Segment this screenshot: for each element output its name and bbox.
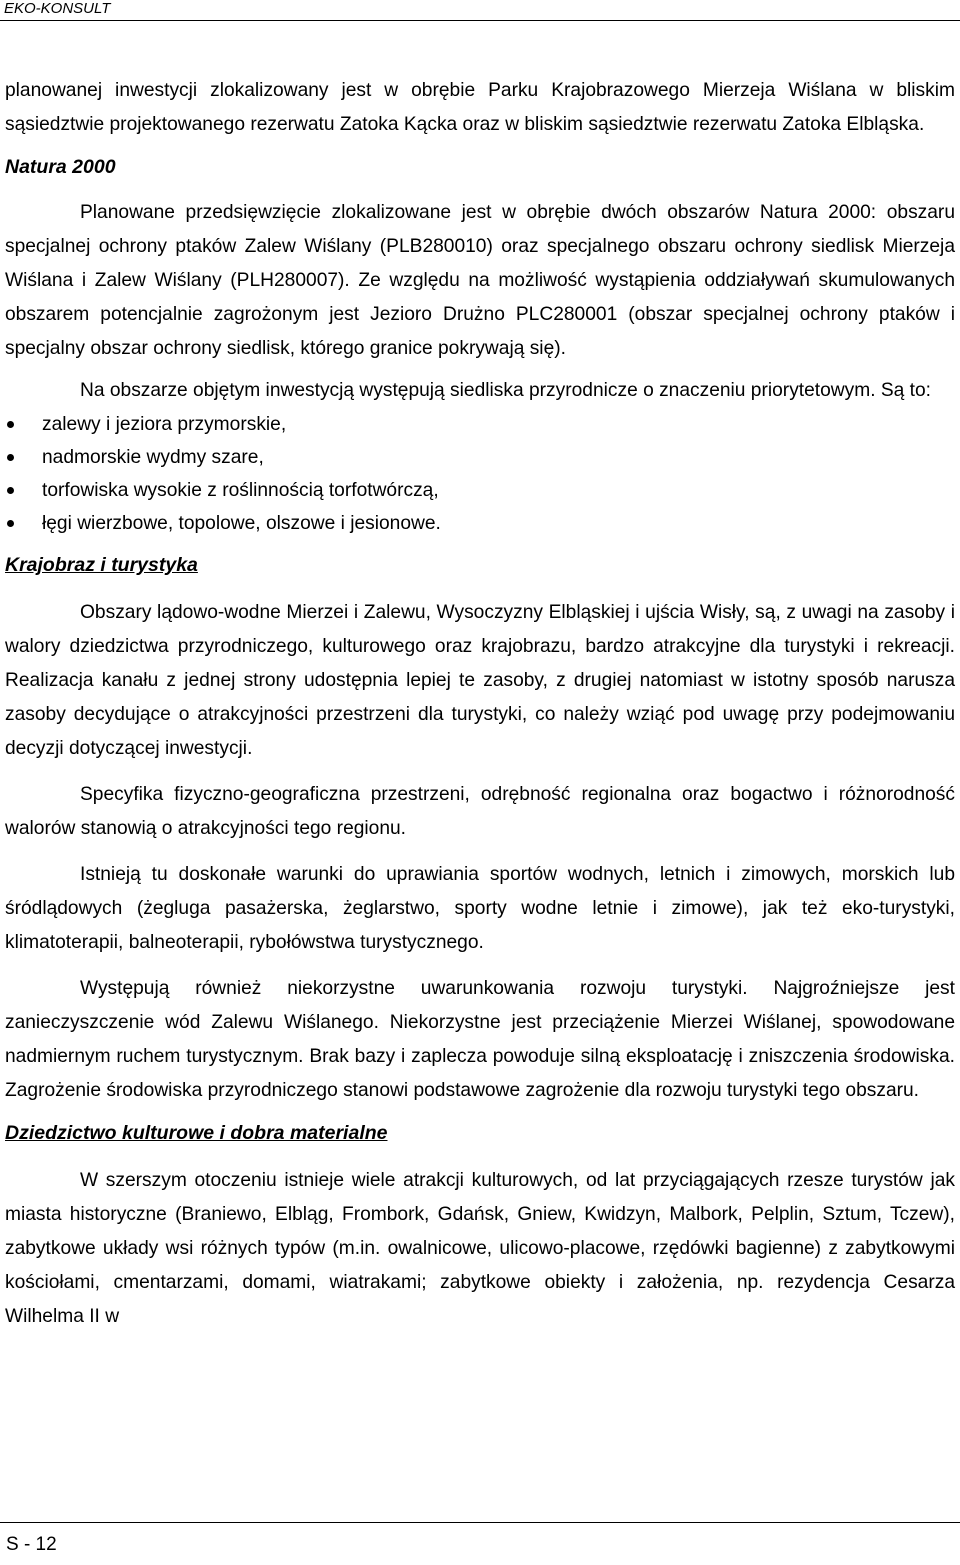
habitat-list	[5, 408, 955, 540]
list-item-text: torfowiska wysokie z roślinnością torfotwórczą,	[42, 480, 439, 501]
bullet-icon	[7, 454, 14, 461]
paragraph-intro: planowanej inwestycji zlokalizowany jest w obrębie Parku Krajobrazowego Mierzeja Wiślana w bliskim sąsiedztwie projektowanego rezerwatu Zatoka Kącka oraz w bliskim sąsiedztwie rezerwatu Zatoka Elbląska.	[5, 80, 955, 135]
bullet-icon	[7, 487, 14, 494]
paragraph-landscape: Obszary lądowo-wodne Mierzei i Zalewu, Wysoczyzny Elbląskiej i ujścia Wisły, są, z uwagi na zasoby i walory dziedzictwa przyrodniczego, kulturowego oraz krajobrazu, bardzo atrakcyjne dla turystyki i rekreacji. Realizacja kanału z jednej strony udostępnia lepiej te zasoby, z drugiej natomiast w istotny sposób narusza zasoby decydujące o atrakcyjności przestrzeni dla turystyki, co należy wziąć pod uwagę przy podejmowaniu decyzji dotyczącej inwestycji.	[5, 602, 955, 759]
heading-natura-2000: Natura 2000	[5, 156, 116, 178]
list-item	[5, 408, 955, 441]
paragraph-conditions: Istnieją tu doskonałe warunki do uprawiania sportów wodnych, letnich i zimowych, morskich lub śródlądowych (żegluga pasażerska, żeglarstwo, sporty wodne letnie i zimowe), jak też eko-turystyki, klimatoterapii, balneoterapii, rybołówstwa turystycznego.	[5, 864, 955, 953]
paragraph-threats: Występują również niekorzystne uwarunkowania rozwoju turystyki. Najgroźniejsze jest zanieczyszczenie wód Zalewu Wiślanego. Niekorzystne jest przeciążenie Mierzei Wiślanej, spowodowane nadmiernym ruchem turystycznym. Brak bazy i zaplecza powoduje silną eksploatację i zniszczenia środowiska. Zagrożenie środowiska przyrodniczego stanowi podstawowe zagrożenie dla rozwoju turystyki tego obszaru.	[5, 978, 955, 1101]
list-item-text: nadmorskie wydmy szare,	[42, 447, 264, 468]
page-header	[0, 0, 960, 21]
page-number: S - 12	[6, 1534, 57, 1555]
heading-dziedzictwo: Dziedzictwo kulturowe i dobra materialne	[5, 1122, 388, 1144]
bullet-icon	[7, 520, 14, 527]
list-item-text: łęgi wierzbowe, topolowe, olszowe i jesionowe.	[42, 513, 441, 534]
list-item-text: zalewy i jeziora przymorskie,	[42, 414, 287, 435]
header-title: EKO-KONSULT	[4, 0, 111, 17]
list-item	[5, 441, 955, 474]
paragraph-natura: Planowane przedsięwzięcie zlokalizowane jest w obrębie dwóch obszarów Natura 2000: obszaru specjalnej ochrony ptaków Zalew Wiślany (PLB280010) oraz specjalnego obszaru ochrony siedlisk Mierzeja Wiślana i Zalew Wiślany (PLH280007). Ze względu na możliwość wystąpienia oddziaływań skumulowanych obszarem potencjalnie zagrożonym jest Jezioro Drużno PLC280001 (obszar specjalnej ochrony ptaków i specjalny obszar ochrony siedlisk, którego granice pokrywają się).	[5, 202, 955, 359]
document-body	[5, 74, 955, 1334]
paragraph-habitats: Na obszarze objętym inwestycją występują siedliska przyrodnicze o znaczeniu priorytetowym. Są to:	[80, 380, 932, 401]
paragraph-heritage: W szerszym otoczeniu istnieje wiele atrakcji kulturowych, od lat przyciągających rzesze turystów jak miasta historyczne (Braniewo, Elbląg, Frombork, Gdańsk, Gniew, Kwidzyn, Malbork, Pelplin, Sztum, Tczew), zabytkowe układy wsi różnych typów (m.in. owalnicowe, ulicowo-placowe, rzędówki bagienne) z zabytkowymi kościołami, cmentarzami, domami, wiatrakami; zabytkowe obiekty i założenia, np. rezydencja Cesarza Wilhelma II w	[5, 1170, 955, 1327]
list-item	[5, 507, 955, 540]
heading-krajobraz: Krajobraz i turystyka	[5, 554, 198, 576]
footer-divider	[0, 1522, 960, 1523]
paragraph-specificity: Specyfika fizyczno-geograficzna przestrzeni, odrębność regionalna oraz bogactwo i różnorodność walorów stanowią o atrakcyjności tego regionu.	[5, 784, 955, 839]
bullet-icon	[7, 421, 14, 428]
list-item	[5, 474, 955, 507]
